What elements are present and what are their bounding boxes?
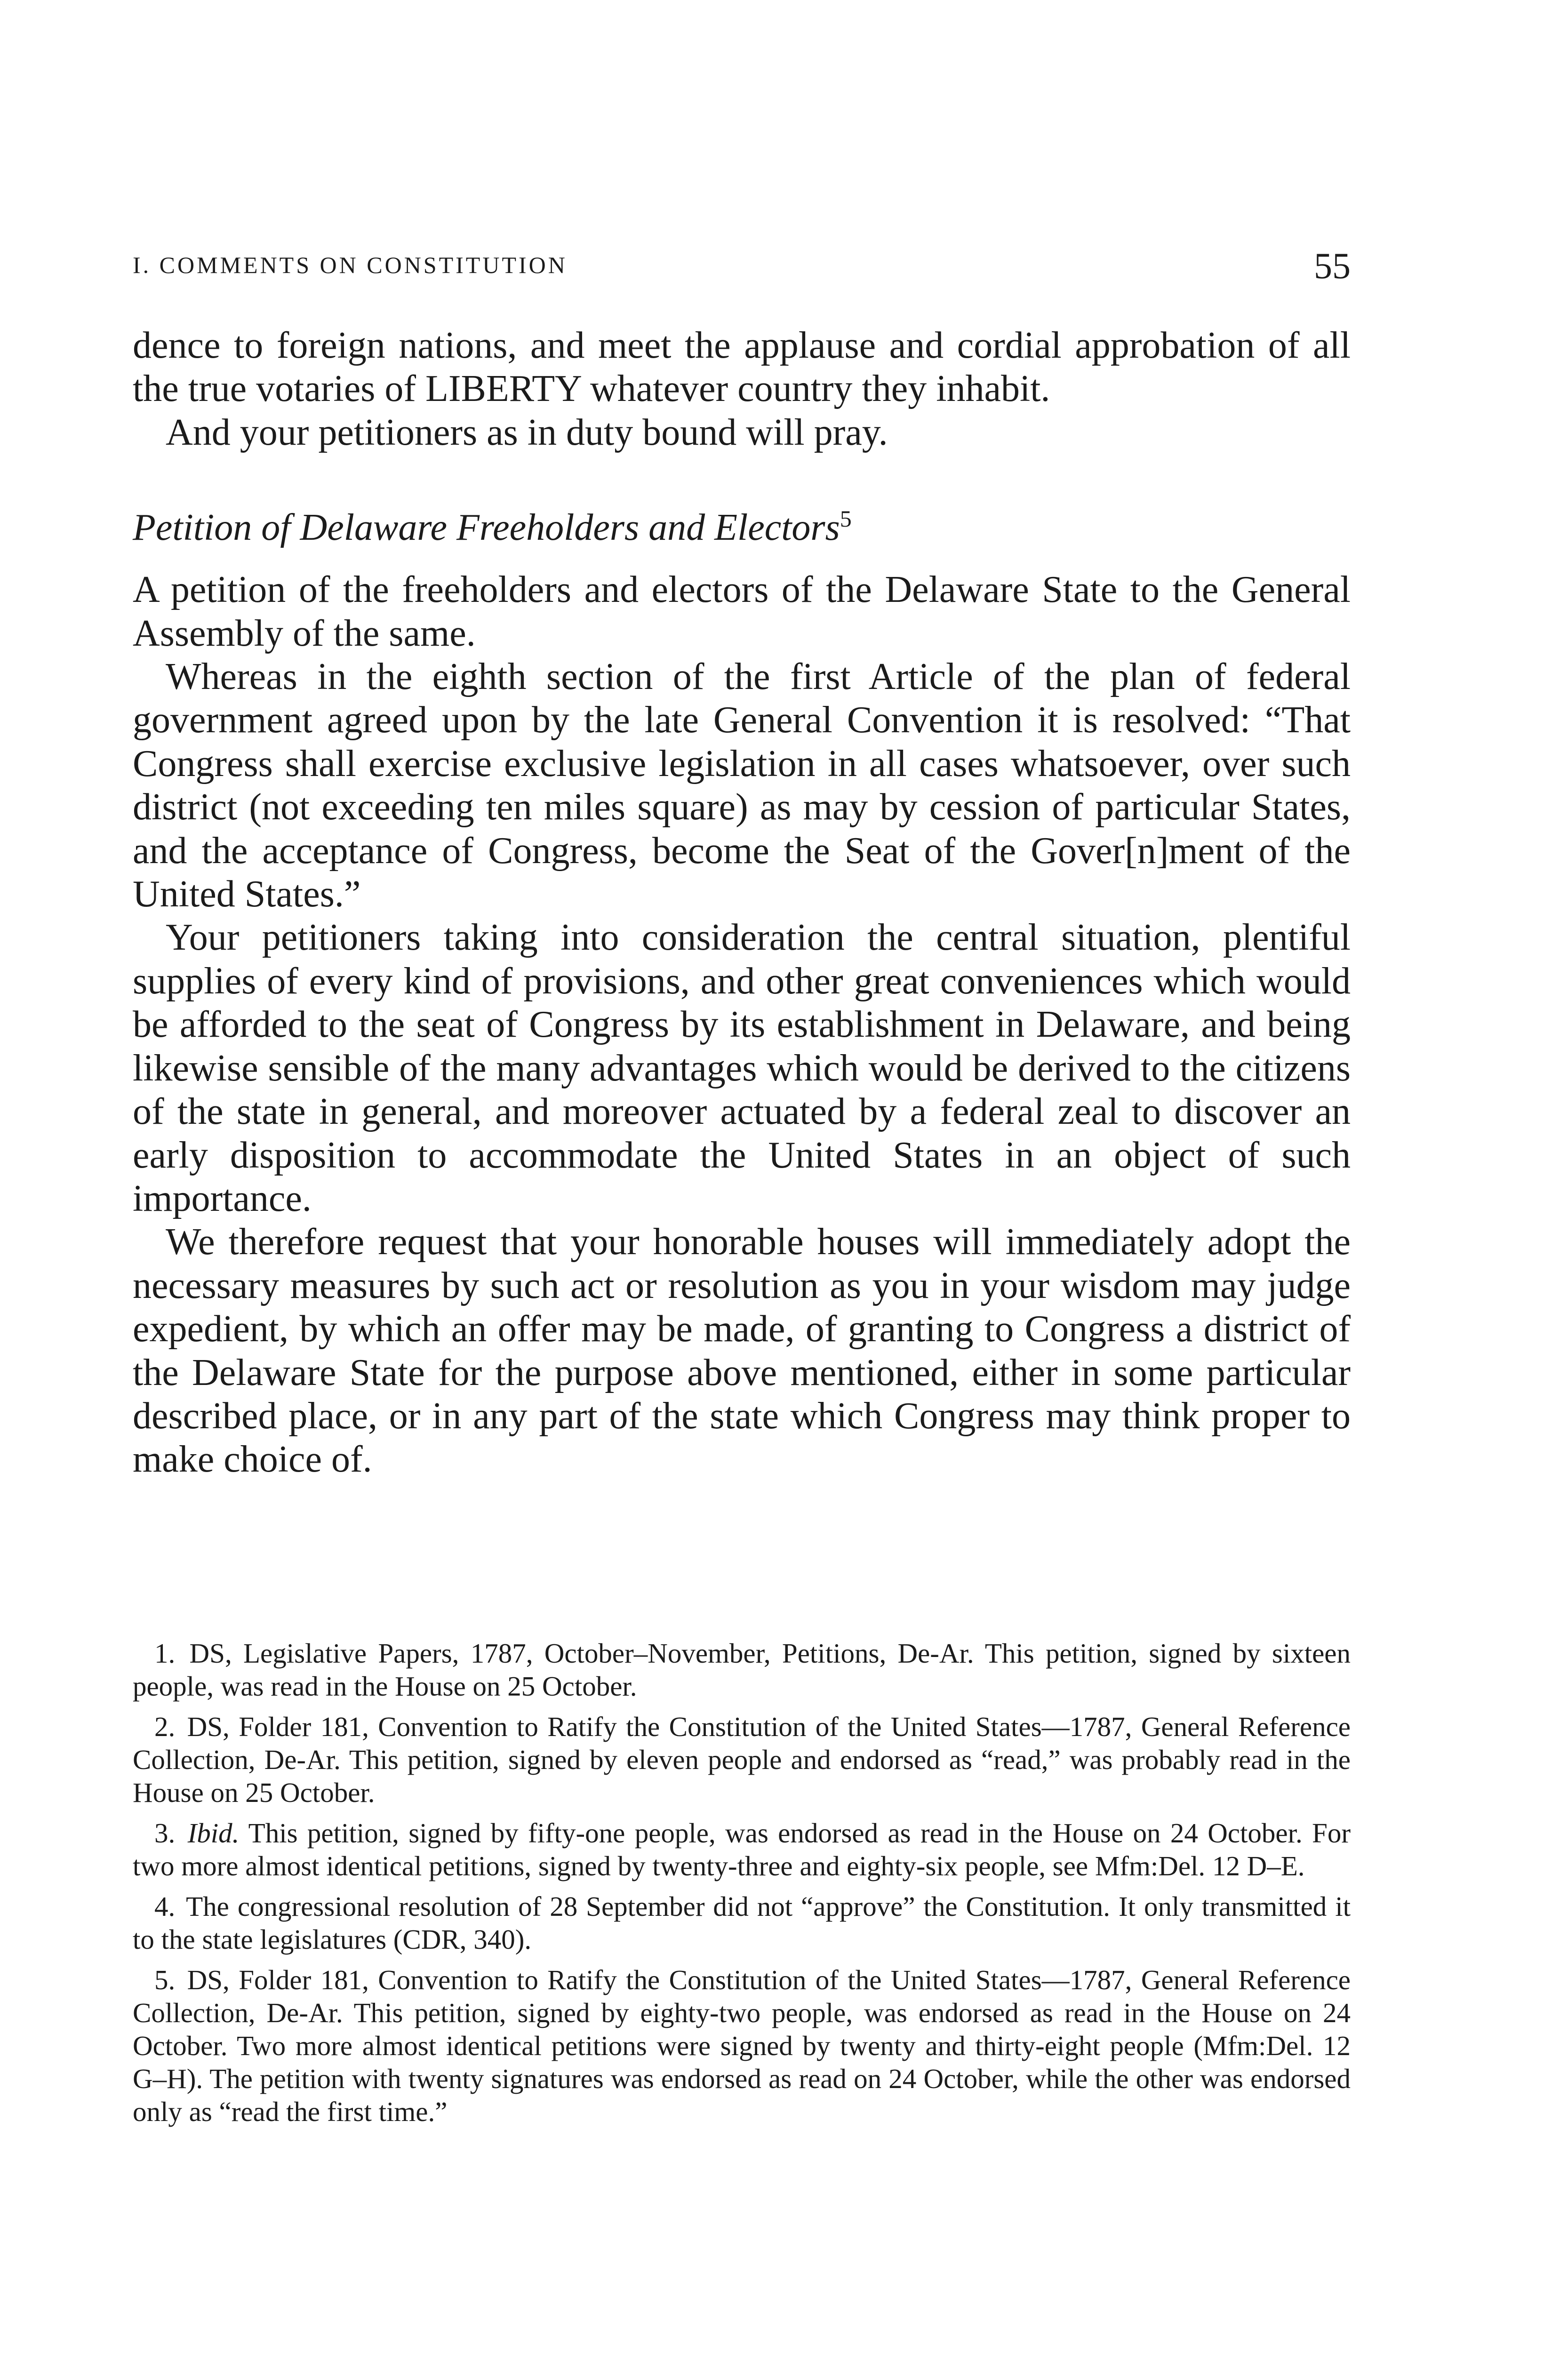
footnote — [133, 1817, 1351, 1882]
section-heading-text: Petition of Delaware Freeholders and Electors — [133, 507, 840, 549]
paragraph: Your petitioners taking into consideration the central situation, plentiful supplies of every kind of provisions, and other great conveniences which would be afforded to the seat of Congress by its establishment in Delaware, and being likewise sensible of the many advantages which would be derived to the citizens of the state in general, and moreover actuated by a federal zeal to discover an early disposition to accommodate the United States in an object of such importance. — [133, 917, 1351, 1219]
page-number: 55 — [1314, 245, 1351, 286]
footnote — [133, 1710, 1351, 1809]
footnote-text: This petition, signed by fifty-one people, was endorsed as read in the House on 24 October. For two more almost identical petitions, signed by twenty-three and eighty-six people, see Mfm:Del. 12 D–E. — [133, 1817, 1351, 1881]
footnotes — [133, 1637, 1351, 2136]
footnote-text: The congressional resolution of 28 September did not “approve” the Constitution. It only transmitted it to the state legislatures (CDR, 340). — [133, 1891, 1351, 1955]
paragraph: We therefore request that your honorable houses will immediately adopt the necessary measures by such act or resolution as you in your wisdom may judge expedient, by which an offer may be made, of granting to Congress a district of the Delaware State for the purpose above mentioned, either in some particular described place, or in any part of the state which Congress may think proper to make choice of. — [133, 1221, 1351, 1481]
footnote-text: DS, Folder 181, Convention to Ratify the Constitution of the United States—1787, General Reference Collection, De-Ar. This petition, signed by eleven people and endorsed as “read,” was probably read in the House on 25 October. — [133, 1711, 1351, 1808]
footnote-number: 3. — [154, 1817, 176, 1849]
footnote — [133, 1963, 1351, 2128]
footnote-text: DS, Folder 181, Convention to Ratify the Constitution of the United States—1787, General Reference Collection, De-Ar. This petition, signed by eighty-two people, was endorsed as read in the House on 24 October. Two more almost identical petitions were signed by twenty and thirty-eight people (Mfm:Del. 12 G–H). The petition with twenty signatures was endorsed as read on 24 October, while the other was endorsed only as “read the first time.” — [133, 1964, 1351, 2127]
footnote-ibid: Ibid. — [187, 1817, 240, 1849]
continued-paragraph: dence to foreign nations, and meet the applause and cordial approbation of all the true votaries of LIBERTY whatever country they inhabit. — [133, 325, 1351, 410]
footnote-number: 4. — [154, 1891, 176, 1922]
running-head — [133, 245, 1351, 287]
main-text — [133, 324, 1351, 1481]
footnote — [133, 1637, 1351, 1703]
footnote-number: 5. — [154, 1964, 176, 1995]
section-heading — [133, 506, 1351, 549]
paragraph: Whereas in the eighth section of the first Article of the plan of federal government agreed upon by the late General Convention it is resolved: “That Congress shall exercise exclusive legislation in all cases whatsoever, over such district (not exceeding ten miles square) as may by cession of particular States, and the acceptance of Congress, become the Seat of the Gover[n]ment of the United States.” — [133, 656, 1351, 915]
running-title: I. COMMENTS ON CONSTITUTION — [133, 252, 568, 278]
footnote-text: DS, Legislative Papers, 1787, October–November, Petitions, De-Ar. This petition, signed by sixteen people, was read in the House on 25 October. — [133, 1638, 1351, 1702]
footnote-number: 2. — [154, 1711, 176, 1742]
footnote-reference: 5 — [840, 505, 852, 532]
footnote-number: 1. — [154, 1638, 176, 1669]
footnote — [133, 1890, 1351, 1956]
paragraph: A petition of the freeholders and electors of the Delaware State to the General Assembly of the same. — [133, 569, 1351, 654]
closing-line: And your petitioners as in duty bound will pray. — [166, 411, 888, 453]
